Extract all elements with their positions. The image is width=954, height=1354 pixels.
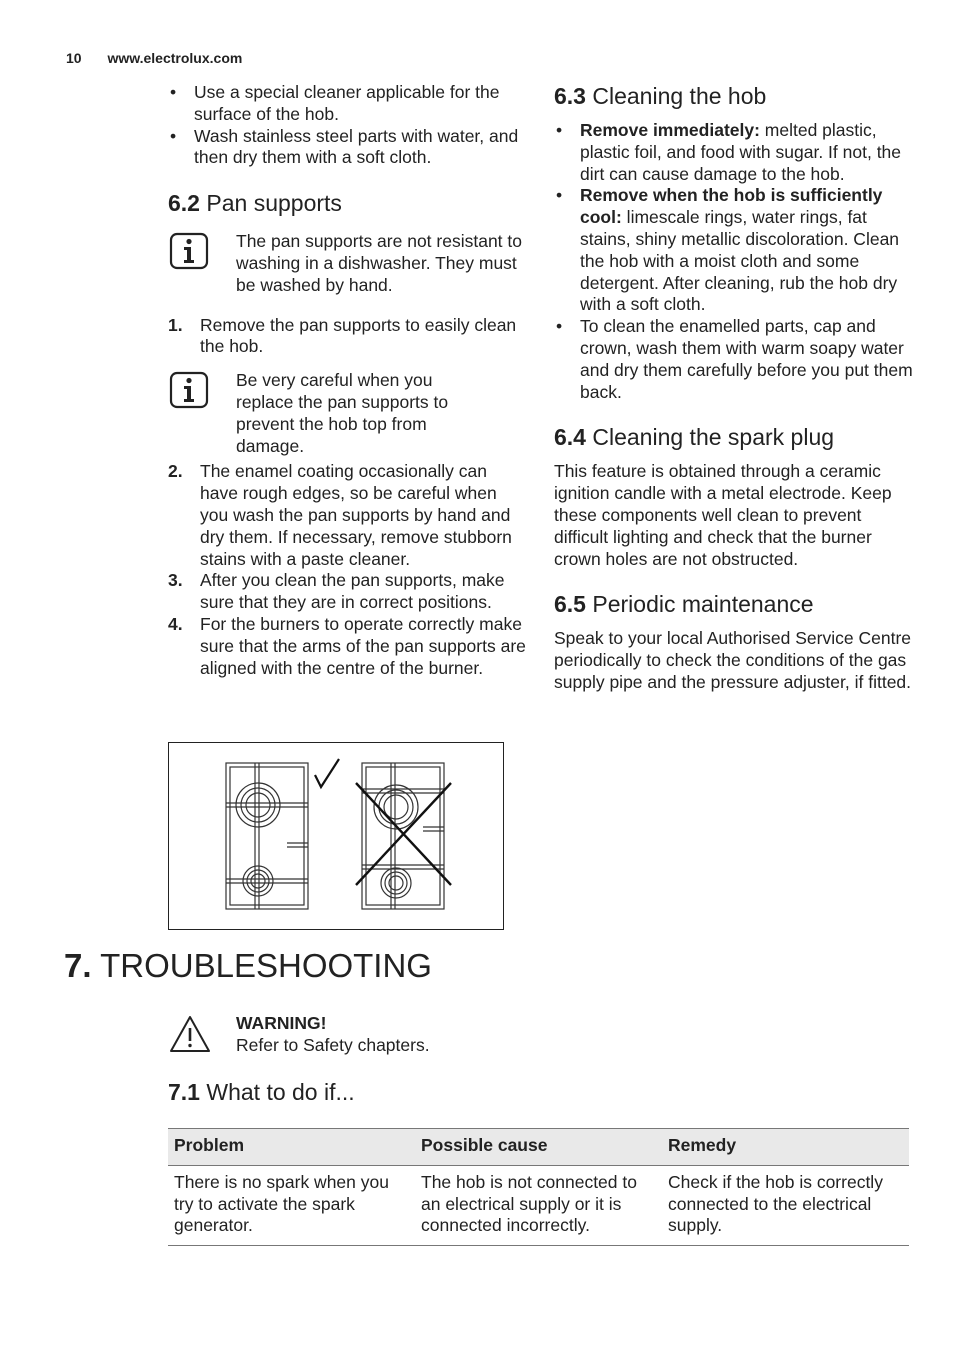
section-number: 6.3 bbox=[554, 83, 586, 109]
section-number: 6.4 bbox=[554, 424, 586, 451]
warning-text: Refer to Safety chapters. bbox=[236, 1035, 430, 1055]
warning-note bbox=[168, 1012, 568, 1056]
chapter-number: 7. bbox=[64, 947, 92, 984]
section-number: 7.1 bbox=[168, 1079, 200, 1105]
info-icon bbox=[168, 231, 210, 271]
check-mark-icon bbox=[315, 759, 339, 787]
right-column bbox=[554, 82, 914, 694]
table-cell: The hob is not connected to an electrical supply or it is connected incorrectly. bbox=[415, 1165, 662, 1245]
step-number: 1. bbox=[168, 314, 183, 335]
page-header bbox=[66, 50, 242, 66]
list-item bbox=[168, 570, 528, 614]
table-row bbox=[168, 1165, 909, 1245]
warning-title: WARNING! bbox=[236, 1013, 327, 1033]
emphasis-text: Remove immediately: bbox=[580, 120, 760, 140]
step-text: Remove the pan supports to easily clean the hob. bbox=[200, 314, 517, 357]
step-number: 2. bbox=[168, 461, 183, 482]
chapter-title: TROUBLESHOOTING bbox=[100, 947, 432, 984]
section-heading-6-2 bbox=[168, 189, 528, 217]
emphasis-text: Remove when the hob is sufficiently cool: bbox=[580, 185, 883, 228]
list-item: • Use a special cleaner applicable for the surface of the hob. bbox=[168, 82, 528, 126]
header-url[interactable]: www.electrolux.com bbox=[107, 50, 243, 66]
troubleshooting-table bbox=[168, 1128, 909, 1246]
pan-support-diagram bbox=[169, 743, 503, 929]
list-item bbox=[554, 316, 914, 403]
section-heading-7-1 bbox=[168, 1078, 355, 1106]
steps-list bbox=[168, 315, 528, 359]
step-text: For the burners to operate correctly make sure that the arms of the pan supports are aligned with the centre of the burner. bbox=[200, 613, 526, 678]
section-heading-6-4 bbox=[554, 423, 914, 451]
list-item: • Wash stainless steel parts with water, and then dry them with a soft cloth. bbox=[168, 126, 528, 170]
item-text: To clean the enamelled parts, cap and crown, wash them with warm soapy water and dry them carefully before you put them back. bbox=[580, 316, 913, 402]
step-text: After you clean the pan supports, make sure that they are in correct positions. bbox=[200, 570, 505, 613]
pan-support-illustration bbox=[168, 742, 504, 930]
section-number: 6.5 bbox=[554, 591, 586, 618]
list-item bbox=[168, 614, 528, 679]
info-icon bbox=[168, 370, 210, 410]
intro-bullet-list bbox=[168, 82, 528, 169]
info-note bbox=[168, 370, 528, 457]
list-item bbox=[554, 120, 914, 185]
section-title: Pan supports bbox=[206, 190, 342, 217]
steps-list bbox=[168, 461, 528, 679]
chapter-heading-7 bbox=[64, 946, 432, 986]
cleaning-bullet-list bbox=[554, 120, 914, 403]
step-number: 3. bbox=[168, 570, 183, 591]
correct-hob-drawing bbox=[226, 763, 308, 909]
step-number: 4. bbox=[168, 613, 183, 634]
section-number: 6.2 bbox=[168, 190, 200, 217]
list-item bbox=[168, 461, 528, 570]
section-body: Speak to your local Authorised Service Centre periodically to check the conditions of the gas supply pipe and the pressure adjuster, if fitted. bbox=[554, 628, 912, 692]
list-item bbox=[554, 185, 914, 316]
section-title: Periodic maintenance bbox=[592, 591, 814, 618]
note-text: Be very careful when you replace the pan supports to prevent the hob top from damage. bbox=[236, 370, 449, 456]
table-header-row bbox=[168, 1129, 909, 1166]
item-text: limescale rings, water rings, fat stains, shiny metallic discoloration. Clean the hob with a moist cloth and some detergent. After cleaning, rub the hob dry with a soft cloth. bbox=[580, 207, 900, 315]
warning-triangle-icon bbox=[168, 1014, 212, 1054]
page-number: 10 bbox=[66, 50, 82, 66]
item-text: melted plastic, plastic foil, and food with sugar. If not, the dirt can cause damage to the hob. bbox=[580, 120, 902, 184]
table-cell: There is no spark when you try to activate the spark generator. bbox=[168, 1165, 415, 1245]
section-heading-6-5 bbox=[554, 590, 914, 618]
step-text: The enamel coating occasionally can have rough edges, so be careful when you wash the pan supports by hand and dry them. If necessary, remove stubborn stains with a paste cleaner. bbox=[200, 461, 512, 569]
section-title: What to do if... bbox=[206, 1079, 355, 1105]
left-column bbox=[168, 82, 528, 679]
section-title: Cleaning the spark plug bbox=[592, 424, 835, 451]
section-heading-6-3 bbox=[554, 82, 914, 110]
note-text: The pan supports are not resistant to washing in a dishwasher. They must be washed by hand. bbox=[236, 231, 522, 295]
column-header-cause: Possible cause bbox=[415, 1129, 662, 1166]
section-title: Cleaning the hob bbox=[592, 83, 767, 109]
column-header-problem: Problem bbox=[168, 1129, 415, 1166]
list-item bbox=[168, 315, 528, 359]
column-header-remedy: Remedy bbox=[662, 1129, 909, 1166]
info-note bbox=[168, 231, 528, 296]
table-cell: Check if the hob is correctly connected to the electrical supply. bbox=[662, 1165, 909, 1245]
section-body: This feature is obtained through a ceramic ignition candle with a metal electrode. Keep these components well clean to prevent difficult lighting and check that the burner crown holes are not obstructed. bbox=[554, 461, 892, 569]
